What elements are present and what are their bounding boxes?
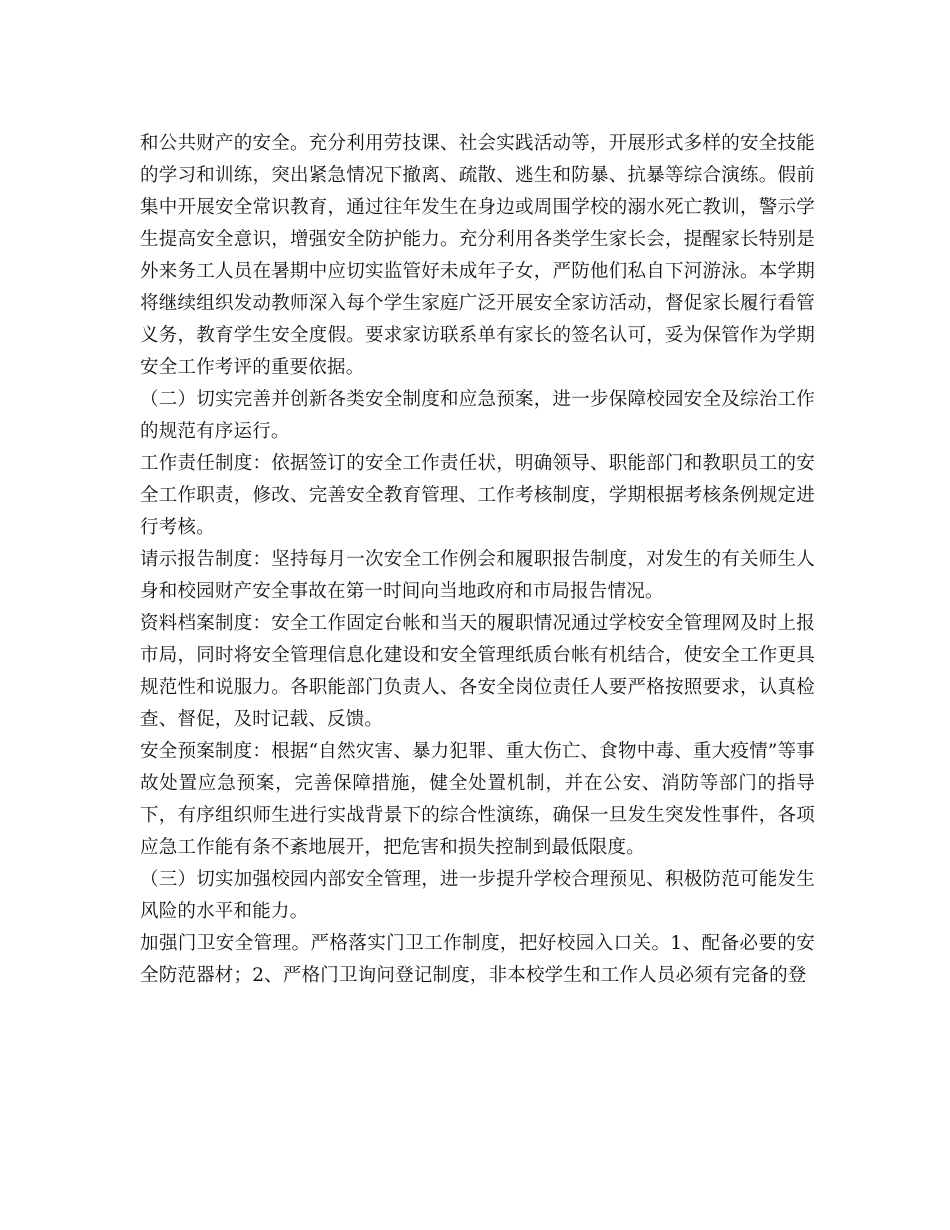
paragraph-emergency-plan-system: 安全预案制度：根据“自然灾害、暴力犯罪、重大伤亡、食物中毒、重大疫情”等事故处置应急预案，完善保障措施，健全处置机制，并在公安、消防等部门的指导下，有序组织师生进行实战背景下的综合性演练，确保一旦发生突发性事件，各项应急工作能有条不紊地展开，把危害和损失控制到最低限度。 — [140, 741, 815, 858]
section-heading-2: （二）切实完善并创新各类安全制度和应急预案，进一步保障校园安全及综治工作的规范有序运行。 — [140, 389, 815, 442]
section-heading-3: （三）切实加强校园内部安全管理，进一步提升学校合理预见、积极防范可能发生风险的水平和能力。 — [140, 869, 815, 922]
paragraph-responsibility-system: 工作责任制度：依据签订的安全工作责任状，明确领导、职能部门和教职员工的安全工作职责，修改、完善安全教育管理、工作考核制度，学期根据考核条例规定进行考核。 — [140, 453, 815, 538]
document-body — [140, 128, 815, 992]
paragraph-safety-education: 和公共财产的安全。充分利用劳技课、社会实践活动等，开展形式多样的安全技能的学习和训练，突出紧急情况下撤离、疏散、逃生和防暴、抗暴等综合演练。假前集中开展安全常识教育，通过往年发生在身边或周围学校的溺水死亡教训，警示学生提高安全意识，增强安全防护能力。充分利用各类学生家长会，提醒家长特别是外来务工人员在暑期中应切实监管好未成年子女，严防他们私自下河游泳。本学期将继续组织发动教师深入每个学生家庭广泛开展安全家访活动，督促家长履行看管义务，教育学生安全度假。要求家访联系单有家长的签名认可，妥为保管作为学期安全工作考评的重要依据。 — [140, 133, 815, 378]
paragraph-reporting-system: 请示报告制度：坚持每月一次安全工作例会和履职报告制度，对发生的有关师生人身和校园财产安全事故在第一时间向当地政府和市局报告情况。 — [140, 549, 815, 602]
paragraph-gatekeeper-management: 加强门卫安全管理。严格落实门卫工作制度，把好校园入口关。1、配备必要的安全防范器材；2、严格门卫询问登记制度，非本校学生和工作人员必须有完备的登 — [140, 933, 815, 986]
paragraph-archive-system: 资料档案制度：安全工作固定台帐和当天的履职情况通过学校安全管理网及时上报市局，同时将安全管理信息化建设和安全管理纸质台帐有机结合，使安全工作更具规范性和说服力。各职能部门负责人、各安全岗位责任人要严格按照要求，认真检查、督促，及时记载、反馈。 — [140, 613, 815, 730]
